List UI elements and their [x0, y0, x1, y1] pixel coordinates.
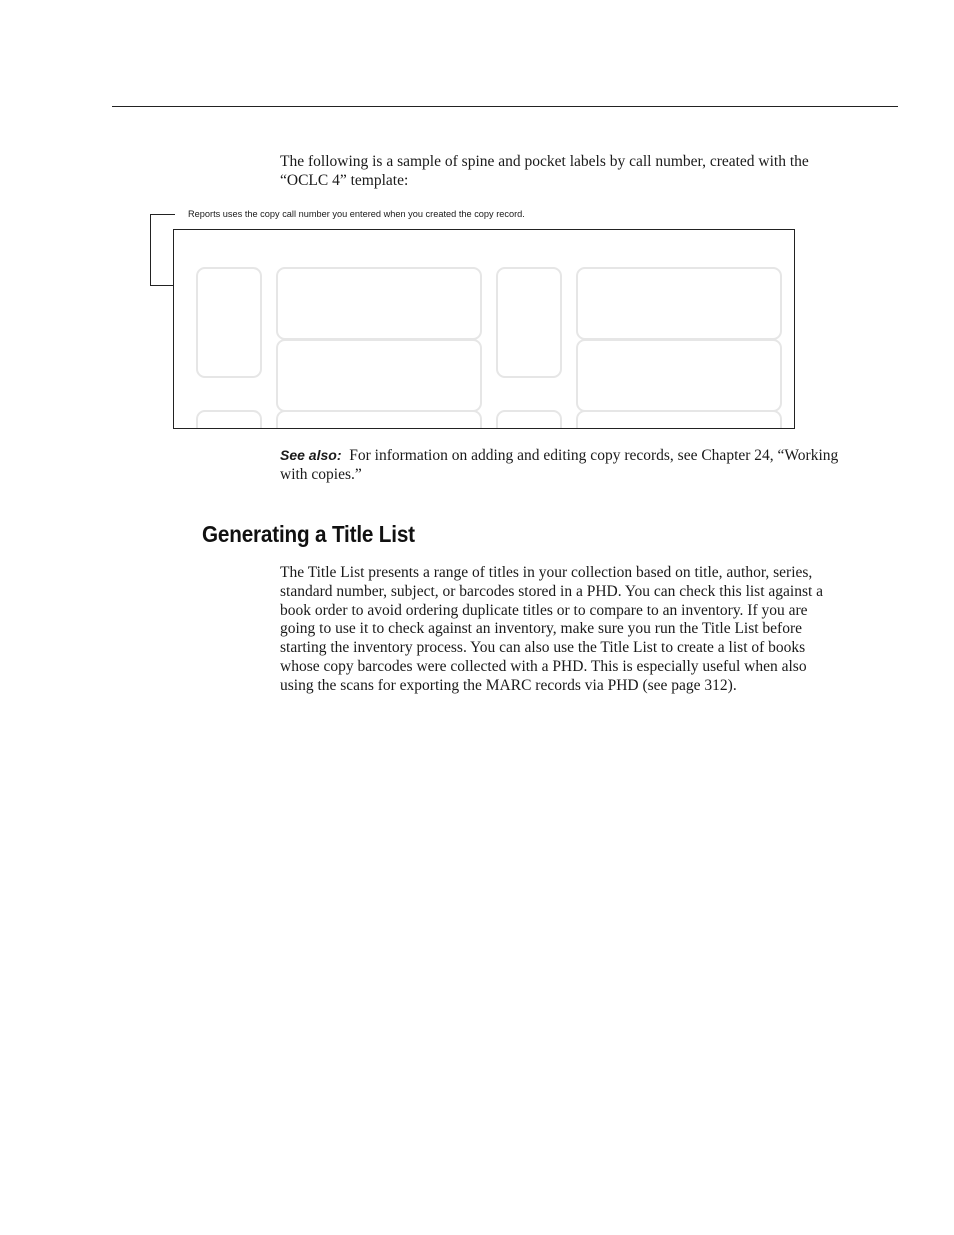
intro-paragraph: The following is a sample of spine and pocket labels by call number, created with the “OCLC 4” template: — [280, 153, 809, 189]
see-also-text: For information on adding and editing copy records, see Chapter 24, “Working with copies.” — [280, 447, 839, 483]
pocket-label — [576, 267, 782, 340]
header-rule — [112, 106, 898, 107]
figure-callout: Reports uses the copy call number you entered when you created the copy record. — [188, 209, 525, 220]
section-body: The Title List presents a range of titles in your collection based on title, author, series, standard number, subject, or barcodes stored in a PHD. You can check this list against a book order to avoid ordering duplicate titles or to compare to an inventory. If you are going to use it to check against an inventory, make sure you run the Title List before starting the inventory process. You can also use the Title List to create a list of books whose copy barcodes were collected with a PHD. This is especially useful when also using the scans for exporting the MARC records via PHD (see page 312). — [280, 564, 824, 694]
see-also-note — [280, 446, 842, 485]
spine-label — [496, 410, 562, 429]
see-also-label: See also: — [280, 447, 342, 463]
callout-bracket — [150, 214, 175, 286]
section-heading: Generating a Title List — [202, 521, 415, 547]
pocket-label — [276, 339, 482, 412]
spine-label — [196, 267, 262, 378]
pocket-label — [276, 410, 482, 429]
pocket-label — [276, 267, 482, 340]
spine-label — [196, 410, 262, 429]
label-sample-figure — [173, 229, 795, 429]
pocket-label — [576, 410, 782, 429]
spine-label — [496, 267, 562, 378]
pocket-label — [576, 339, 782, 412]
